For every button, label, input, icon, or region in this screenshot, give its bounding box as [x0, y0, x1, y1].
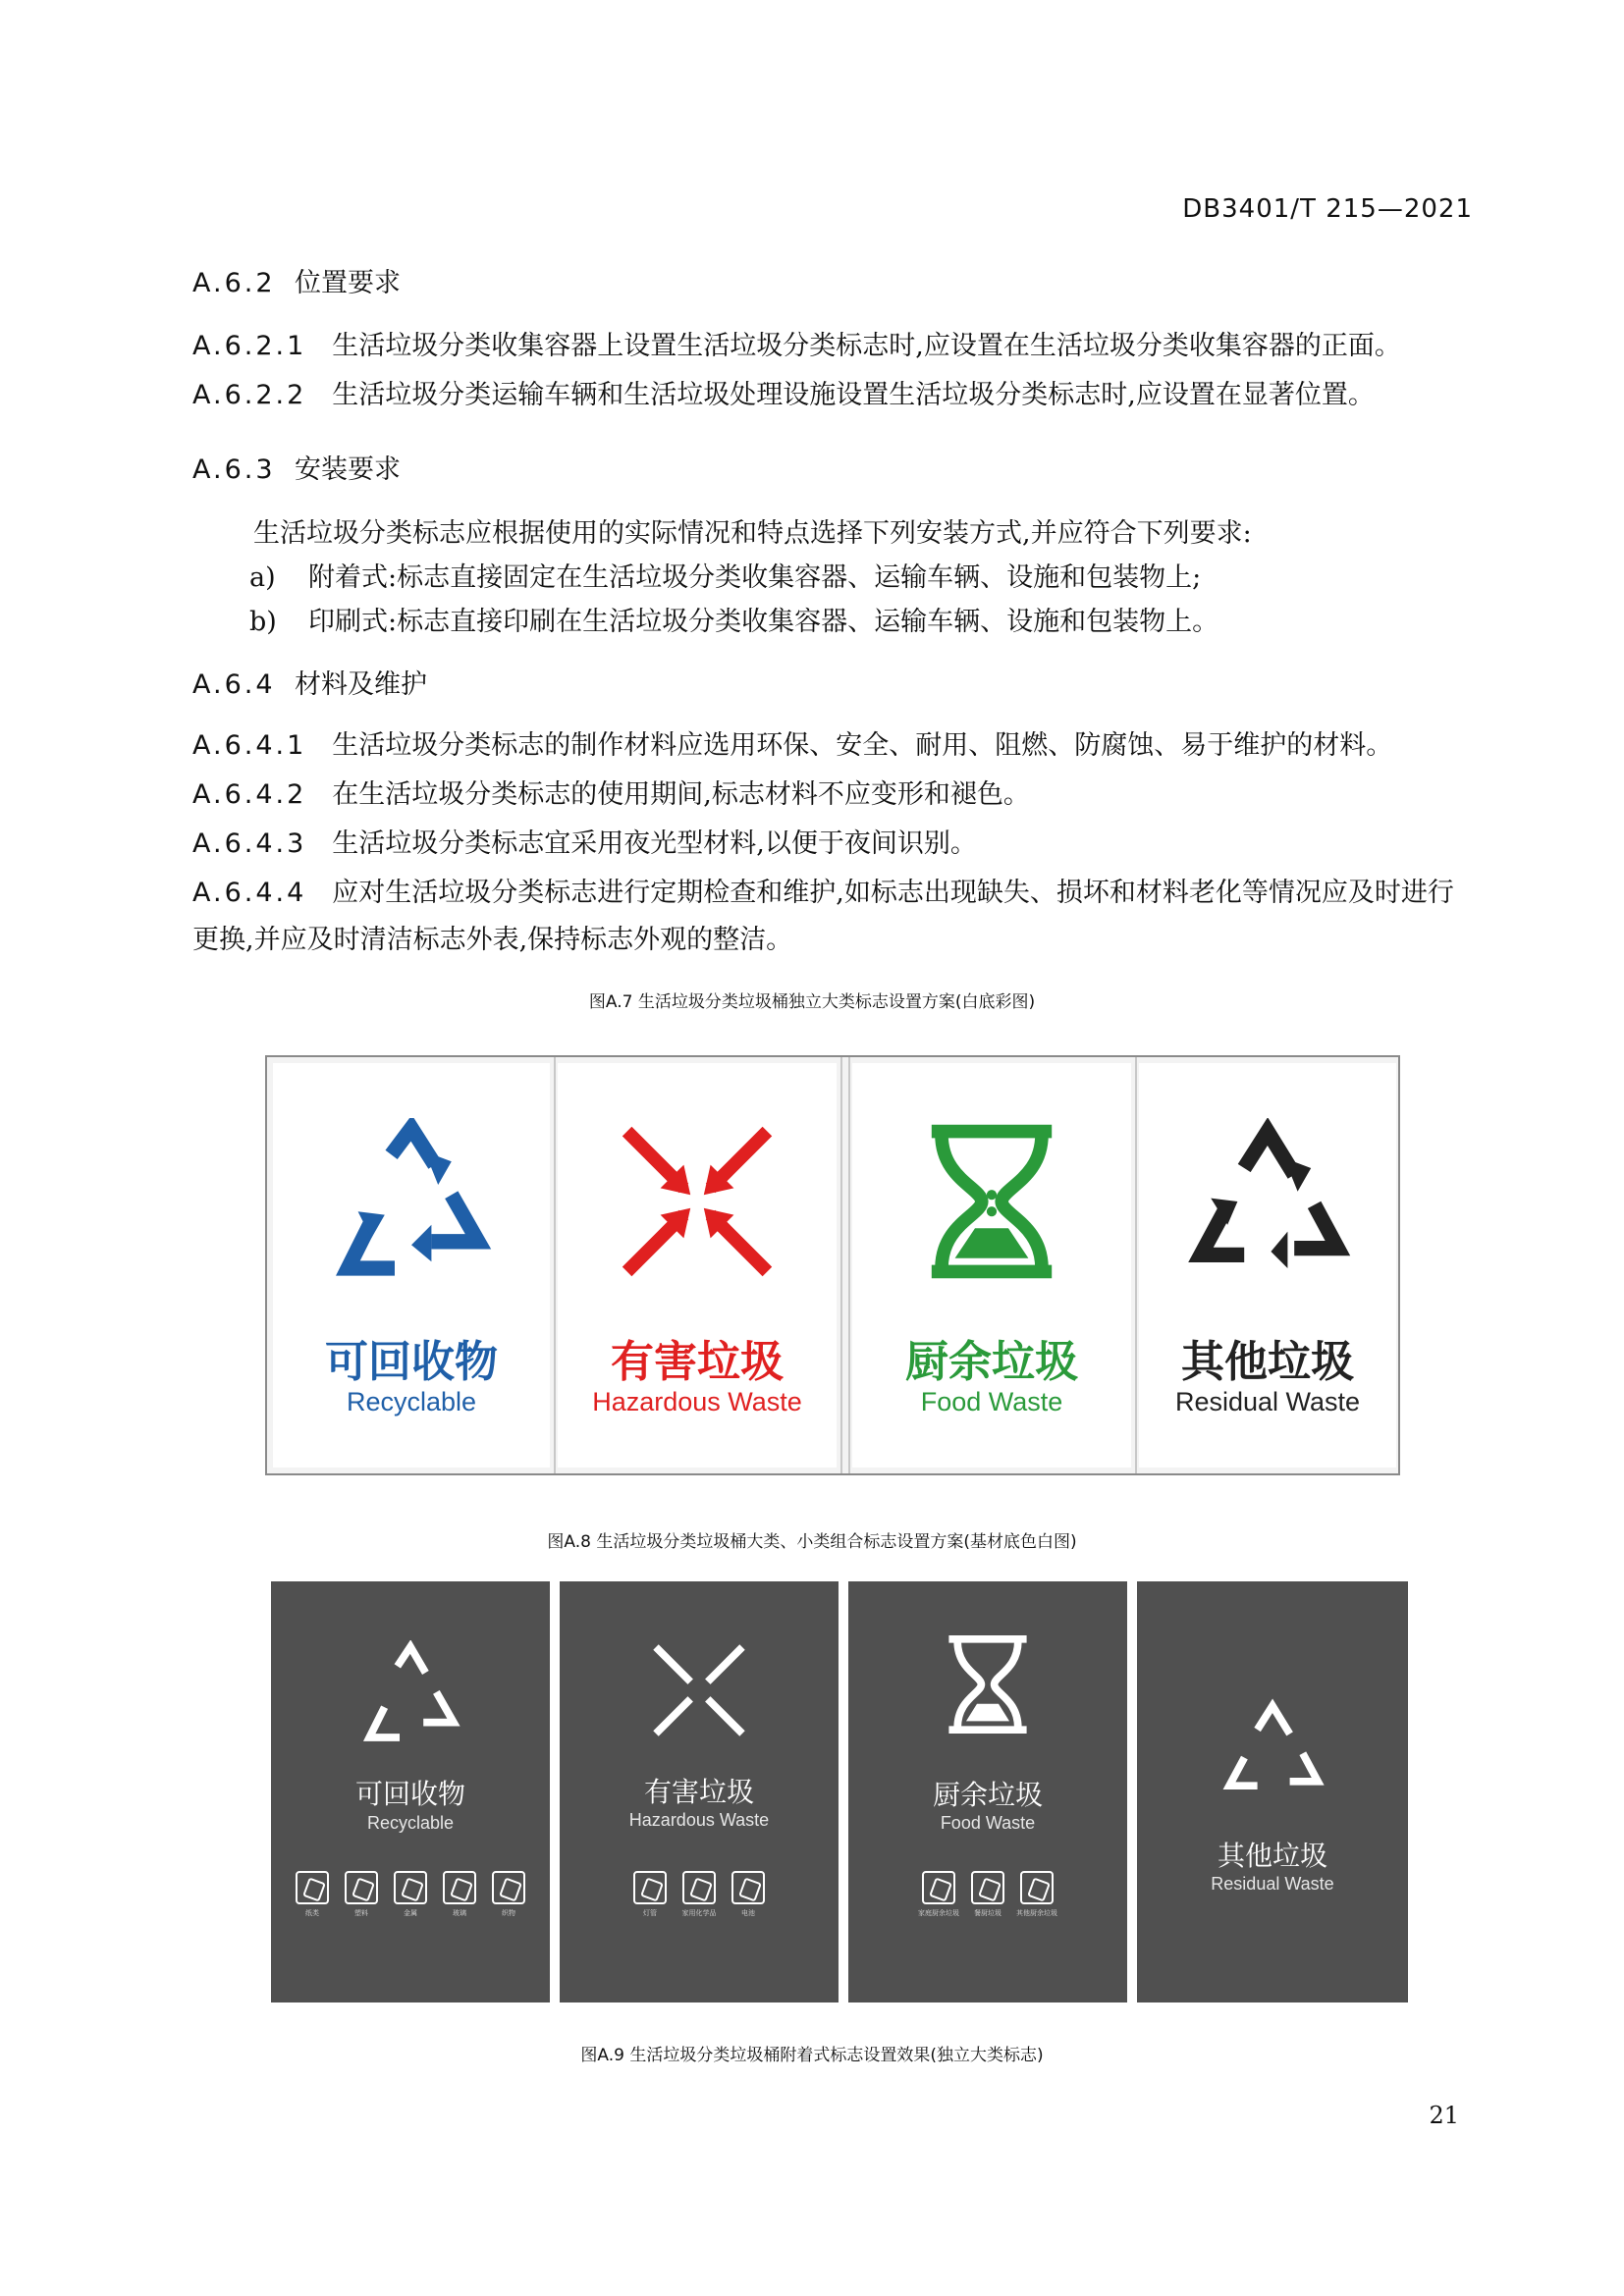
- sub-category: [629, 1871, 671, 1918]
- recycle-icon: [328, 1118, 495, 1285]
- hazard-cross-icon: [645, 1636, 753, 1744]
- page-number: 21: [1429, 2102, 1459, 2129]
- hourglass-icon: [908, 1118, 1075, 1285]
- clause-number: A.6.4.4: [192, 878, 307, 908]
- section-number: A.6.2: [192, 268, 276, 298]
- sign-title-en: Recyclable: [346, 1387, 477, 1416]
- divider: [840, 1057, 842, 1473]
- section-heading-a62: [192, 261, 401, 299]
- clause-a621: [192, 323, 1479, 370]
- figure-a7: [265, 1055, 1400, 1475]
- document-code: DB3401/T 215—2021: [1182, 194, 1473, 224]
- sign-title-cn: 其他垃圾: [1217, 1840, 1327, 1872]
- recycle-icon: [1218, 1697, 1326, 1805]
- sign-recyclable-dark: [271, 1581, 550, 2002]
- list-item: [249, 600, 1218, 638]
- list-text: 附着式:标志直接固定在生活垃圾分类收集容器、运输车辆、设施和包装物上;: [308, 562, 1202, 593]
- sub-category: [678, 1871, 720, 1918]
- sub-category-icon: [633, 1871, 667, 1904]
- sub-category-label: 家用化学品: [681, 1909, 717, 1917]
- sub-category: [390, 1871, 431, 1918]
- recycle-icon: [1184, 1118, 1351, 1285]
- sub-category-label: 塑料: [354, 1909, 368, 1917]
- figure-caption-a9: 图A.9 生活垃圾分类垃圾桶附着式标志设置效果(独立大类标志): [580, 2046, 1044, 2065]
- clause-number: A.6.4.2: [192, 779, 307, 810]
- sub-category-label: 家庭厨余垃圾: [918, 1909, 959, 1917]
- sign-title-cn: 其他垃圾: [1181, 1337, 1354, 1387]
- section-title: 材料及维护: [295, 669, 427, 700]
- list-marker: a): [249, 562, 276, 593]
- sign-title-cn: 可回收物: [325, 1337, 498, 1387]
- sub-category: [728, 1871, 769, 1918]
- sub-category-icon: [492, 1871, 525, 1904]
- sub-category: [967, 1871, 1008, 1918]
- divider: [554, 1057, 556, 1473]
- sub-category-label: 织物: [502, 1909, 515, 1917]
- sign-food: [852, 1063, 1131, 1468]
- sub-category-label: 餐厨垃圾: [974, 1909, 1001, 1917]
- sign-title-cn: 有害垃圾: [643, 1776, 754, 1808]
- section-number: A.6.3: [192, 454, 276, 485]
- figure-caption-a8: 图A.8 生活垃圾分类垃圾桶大类、小类组合标志设置方案(基材底色白图): [547, 1532, 1077, 1552]
- sub-category: [488, 1871, 529, 1918]
- sub-category-label: 纸类: [305, 1909, 319, 1917]
- sub-category: [341, 1871, 382, 1918]
- sub-category-icon: [296, 1871, 329, 1904]
- section-heading-a63: [192, 448, 401, 486]
- sub-category: [439, 1871, 480, 1918]
- clause-number: A.6.2.1: [192, 331, 307, 361]
- sub-category-icon: [443, 1871, 476, 1904]
- clause-number: A.6.4.1: [192, 730, 307, 761]
- sign-residual-dark: [1137, 1581, 1408, 2002]
- sub-category-icon: [1020, 1871, 1054, 1904]
- sub-category-row: [560, 1871, 839, 1918]
- list-text: 印刷式:标志直接印刷在生活垃圾分类收集容器、运输车辆、设施和包装物上。: [308, 607, 1219, 637]
- sign-hazardous: [558, 1063, 837, 1468]
- sub-category-row: [848, 1871, 1127, 1918]
- sub-category: [292, 1871, 333, 1918]
- clause-a641: [192, 722, 1479, 770]
- divider: [1135, 1057, 1137, 1473]
- clause-text: 生活垃圾分类收集容器上设置生活垃圾分类标志时,应设置在生活垃圾分类收集容器的正面。: [332, 331, 1401, 361]
- clause-a644: [192, 870, 1479, 964]
- list-marker: b): [249, 607, 277, 637]
- list-item: [249, 556, 1201, 594]
- intro-text: 生活垃圾分类标志应根据使用的实际情况和特点选择下列安装方式,并应符合下列要求:: [253, 518, 1252, 549]
- sub-category-icon: [682, 1871, 716, 1904]
- sign-title-cn: 可回收物: [354, 1778, 465, 1810]
- sign-title-cn: 有害垃圾: [611, 1337, 784, 1387]
- section-title: 位置要求: [295, 268, 401, 298]
- sign-residual: [1139, 1063, 1396, 1468]
- sign-recyclable: [273, 1063, 550, 1468]
- sub-category-icon: [971, 1871, 1004, 1904]
- sub-category-label: 金属: [404, 1909, 417, 1917]
- section-number: A.6.4: [192, 669, 276, 700]
- clause-text: 应对生活垃圾分类标志进行定期检查和维护,如标志出现缺失、损坏和材料老化等情况应及时进行更换,并应及时清洁标志外表,保持标志外观的整洁。: [192, 878, 1454, 955]
- sign-title-en: Food Waste: [940, 1813, 1036, 1833]
- sub-category-icon: [922, 1871, 955, 1904]
- clause-text: 生活垃圾分类标志的制作材料应选用环保、安全、耐用、阻燃、防腐蚀、易于维护的材料。: [332, 730, 1393, 761]
- sub-category-label: 电池: [741, 1909, 755, 1917]
- recycle-icon: [356, 1640, 464, 1748]
- section-heading-a64: [192, 663, 427, 701]
- sign-title-en: Food Waste: [920, 1387, 1063, 1416]
- clause-a642: [192, 772, 1479, 819]
- hazard-cross-icon: [614, 1118, 781, 1285]
- sign-title-en: Residual Waste: [1174, 1387, 1361, 1416]
- sign-hazardous-dark: [560, 1581, 839, 2002]
- sub-category: [918, 1871, 959, 1918]
- clause-text: 在生活垃圾分类标志的使用期间,标志材料不应变形和褪色。: [332, 779, 1030, 810]
- sub-category-label: 其他厨余垃圾: [1016, 1909, 1057, 1917]
- sign-title-cn: 厨余垃圾: [905, 1337, 1078, 1387]
- sub-category-icon: [345, 1871, 378, 1904]
- section-title: 安装要求: [295, 454, 401, 485]
- sub-category-label: 灯管: [643, 1909, 657, 1917]
- divider: [848, 1057, 850, 1473]
- sub-category-icon: [394, 1871, 427, 1904]
- clause-text: 生活垃圾分类运输车辆和生活垃圾处理设施设置生活垃圾分类标志时,应设置在显著位置。: [332, 380, 1375, 410]
- sign-food-dark: [848, 1581, 1127, 2002]
- sign-title-en: Hazardous Waste: [628, 1810, 770, 1830]
- figure-caption-a7: 图A.7 生活垃圾分类垃圾桶独立大类标志设置方案(白底彩图): [588, 992, 1036, 1012]
- sign-title-en: Recyclable: [366, 1813, 455, 1833]
- clause-a622: [192, 372, 1479, 419]
- clause-a643: [192, 821, 1479, 868]
- sign-title-en: Residual Waste: [1211, 1874, 1334, 1894]
- clause-number: A.6.4.3: [192, 828, 307, 859]
- sub-category-label: 玻璃: [453, 1909, 466, 1917]
- sub-category-icon: [731, 1871, 765, 1904]
- sub-category: [1016, 1871, 1057, 1918]
- clause-number: A.6.2.2: [192, 380, 307, 410]
- sign-title-cn: 厨余垃圾: [932, 1779, 1043, 1811]
- sub-category-row: [271, 1871, 550, 1918]
- hourglass-icon: [934, 1630, 1042, 1738]
- clause-text: 生活垃圾分类标志宜采用夜光型材料,以便于夜间识别。: [332, 828, 977, 859]
- sign-title-en: Hazardous Waste: [592, 1387, 802, 1416]
